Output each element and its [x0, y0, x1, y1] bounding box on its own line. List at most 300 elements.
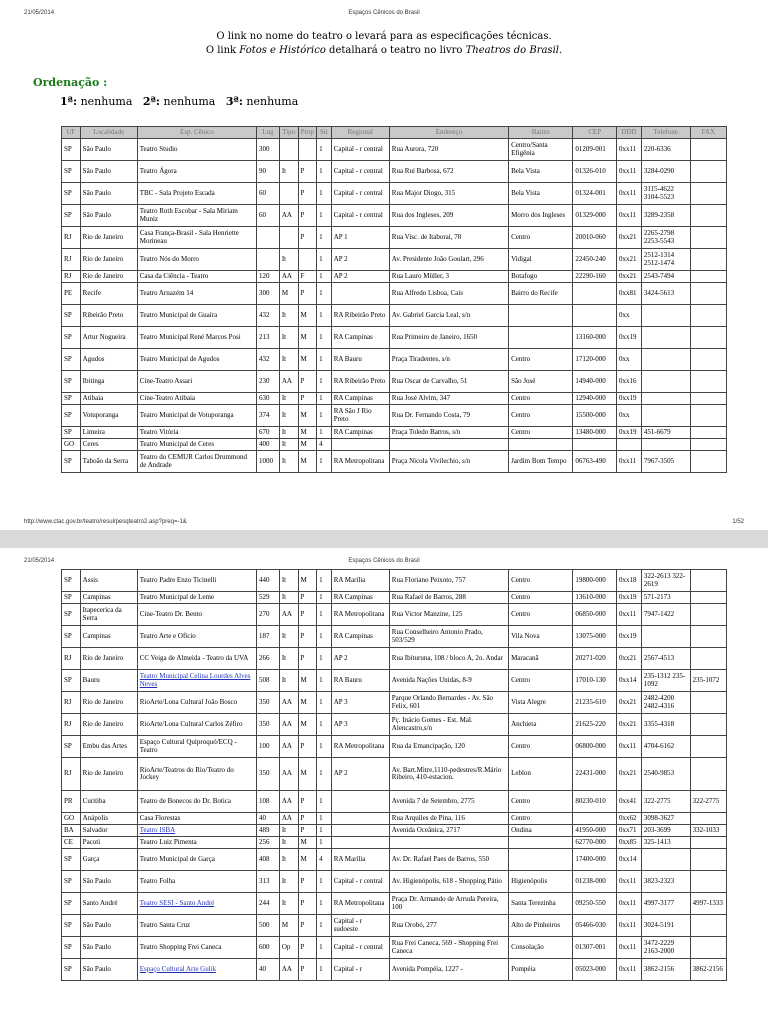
cell-telefone: 7947-1422: [641, 604, 690, 626]
cell-cep: 15500-000: [573, 405, 617, 427]
cell-lugares: 500: [257, 915, 280, 937]
cell-endereco: Rua Visc. de Itaboraí, 78: [389, 227, 508, 249]
cell-ddd: 0xx21: [616, 714, 641, 736]
cell-lugares: 670: [257, 427, 280, 439]
cell-bairro: Centro: [509, 592, 573, 604]
cell-propriedade: P: [298, 205, 317, 227]
cell-situacao: 1: [317, 227, 332, 249]
cell-espaco: Cine-Teatro Atibaia: [137, 393, 256, 405]
cell-propriedade: P: [298, 626, 317, 648]
cell-lugares: 40: [257, 813, 280, 825]
table-row: [62, 692, 727, 714]
cell-lugares: 408: [257, 849, 280, 871]
cell-bairro: Vista Alegre: [509, 692, 573, 714]
cell-bairro: Centro: [509, 736, 573, 758]
cell-tipo: It: [279, 427, 298, 439]
cell-cep: 13160-000: [573, 327, 617, 349]
cell-tipo: Op: [279, 937, 298, 959]
cell-fax: [690, 604, 726, 626]
cell-lugares: 1000: [257, 451, 280, 473]
cell-localidade: Rio de Janeiro: [80, 692, 137, 714]
cell-uf: SP: [62, 393, 81, 405]
cell-espaco: Teatro Municipal de Ceres: [137, 439, 256, 451]
cell-propriedade: M: [298, 670, 317, 692]
column-header-tipo[interactable]: Tipo: [279, 127, 298, 139]
cell-situacao: 1: [317, 327, 332, 349]
cell-fax: [690, 937, 726, 959]
column-header-propriedade[interactable]: Prop: [298, 127, 317, 139]
cell-situacao: 1: [317, 451, 332, 473]
cell-fax: 322-2775: [690, 791, 726, 813]
cell-ddd: 0xx19: [616, 393, 641, 405]
cell-cep: 01238-000: [573, 871, 617, 893]
cell-regional: [331, 813, 389, 825]
cell-endereco: Avenida Nações Unidas, 8-9: [389, 670, 508, 692]
cell-tipo: AA: [279, 604, 298, 626]
cell-telefone: 2265-2798 2253-5543: [641, 227, 690, 249]
cell-endereco: Rua Dr. Fernando Costa, 79: [389, 405, 508, 427]
cell-fax: [690, 648, 726, 670]
cell-lugares: 60: [257, 183, 280, 205]
cell-bairro: Centro: [509, 227, 573, 249]
cell-ddd: 0xx41: [616, 791, 641, 813]
table-row: [62, 791, 727, 813]
cell-lugares: 266: [257, 648, 280, 670]
cell-localidade: São Paulo: [80, 139, 137, 161]
cell-telefone: 3472-2229 2163-2000: [641, 937, 690, 959]
cell-endereco: Rua Victor Manzine, 125: [389, 604, 508, 626]
cell-telefone: 3115-4622 3104-5523: [641, 183, 690, 205]
cell-situacao: 1: [317, 871, 332, 893]
cell-situacao: 1: [317, 837, 332, 849]
cell-regional: RA Bauru: [331, 670, 389, 692]
cell-espaco: Teatro Ruth Escobar - Sala Miriam Muniz: [137, 205, 256, 227]
cell-situacao: 1: [317, 183, 332, 205]
cell-telefone: [641, 349, 690, 371]
cell-localidade: Santo André: [80, 893, 137, 915]
cell-fax: [690, 849, 726, 871]
cell-telefone: 7967-3505: [641, 451, 690, 473]
cell-endereco: Rua Oscar de Carvalho, 51: [389, 371, 508, 393]
cell-tipo: It: [279, 349, 298, 371]
cell-uf: RJ: [62, 648, 81, 670]
cell-espaco: Casa Florestas: [137, 813, 256, 825]
cell-situacao: 1: [317, 271, 332, 283]
column-header-regional[interactable]: Regional: [331, 127, 389, 139]
cell-espaco: Teatro Folha: [137, 871, 256, 893]
cell-bairro: Centro: [509, 427, 573, 439]
cell-lugares: 300: [257, 283, 280, 305]
cell-regional: RA São J Rio Preto: [331, 405, 389, 427]
cell-tipo: It: [279, 161, 298, 183]
cell-regional: [331, 283, 389, 305]
cell-fax: 235-1072: [690, 670, 726, 692]
theatre-link[interactable]: Teatro Municipal Celina Lourdes Alves Neves: [139, 672, 251, 688]
cell-tipo: It: [279, 648, 298, 670]
cell-localidade: Votuporanga: [80, 405, 137, 427]
cell-uf: SP: [62, 592, 81, 604]
cell-regional: Capital - r central: [331, 161, 389, 183]
cell-cep: [573, 283, 617, 305]
cell-tipo: AA: [279, 813, 298, 825]
cell-ddd: 0xx: [616, 305, 641, 327]
cell-endereco: Av. Higienópolis, 618 - Shopping Pátio: [389, 871, 508, 893]
cell-lugares: 529: [257, 592, 280, 604]
cell-cep: 12940-000: [573, 393, 617, 405]
cell-ddd: 0xx21: [616, 758, 641, 791]
cell-endereco: Avenida Oceânica, 2717: [389, 825, 508, 837]
cell-fax: [690, 283, 726, 305]
cell-propriedade: M: [298, 327, 317, 349]
cell-propriedade: M: [298, 692, 317, 714]
table-row: [62, 915, 727, 937]
cell-uf: SP: [62, 371, 81, 393]
cell-bairro: Centro/Santa Efigênia: [509, 139, 573, 161]
cell-espaco[interactable]: [137, 670, 256, 692]
cell-bairro: [509, 327, 573, 349]
cell-uf: GO: [62, 813, 81, 825]
cell-localidade: Artur Nogueira: [80, 327, 137, 349]
cell-espaco[interactable]: [137, 825, 256, 837]
cell-fax: [690, 692, 726, 714]
cell-localidade: Rio de Janeiro: [80, 714, 137, 736]
cell-tipo: It: [279, 393, 298, 405]
cell-ddd: 0xx11: [616, 451, 641, 473]
table-row: [62, 205, 727, 227]
cell-situacao: 1: [317, 736, 332, 758]
cell-ddd: 0xx14: [616, 670, 641, 692]
cell-fax: [690, 227, 726, 249]
cell-fax: 332-1033: [690, 825, 726, 837]
cell-telefone: 451-6679: [641, 427, 690, 439]
cell-regional: RA Ribeirão Preto: [331, 305, 389, 327]
theatres-table-page-2: [61, 569, 727, 981]
cell-lugares: 350: [257, 692, 280, 714]
table-row: [62, 959, 727, 981]
cell-endereco: Av. Dr. Rafael Paes de Barros, 550: [389, 849, 508, 871]
table-row: [62, 893, 727, 915]
cell-bairro: [509, 439, 573, 451]
cell-bairro: Centro: [509, 604, 573, 626]
cell-lugares: 270: [257, 604, 280, 626]
cell-tipo: It: [279, 871, 298, 893]
column-header-cep[interactable]: CEP: [573, 127, 617, 139]
cell-tipo: AA: [279, 959, 298, 981]
cell-propriedade: P: [298, 592, 317, 604]
cell-lugares: 230: [257, 371, 280, 393]
cell-espaco: Teatro Luiz Pimenta: [137, 837, 256, 849]
cell-propriedade: P: [298, 959, 317, 981]
cell-espaco: Teatro Santa Cruz: [137, 915, 256, 937]
cell-cep: 41950-000: [573, 825, 617, 837]
cell-endereco: Rua Frei Caneca, 569 - Shopping Frei Caneca: [389, 937, 508, 959]
column-header-localidade[interactable]: Localidade: [80, 127, 137, 139]
cell-bairro: Consolação: [509, 937, 573, 959]
cell-situacao: 1: [317, 791, 332, 813]
cell-ddd: 0xx11: [616, 604, 641, 626]
cell-endereco: Av. Bart.Mitre,1110-pedestres/R.Mário Ribeiro, 410-estacion.: [389, 758, 508, 791]
cell-localidade: São Paulo: [80, 205, 137, 227]
cell-cep: 13610-000: [573, 592, 617, 604]
cell-cep: 13480-000: [573, 427, 617, 439]
cell-ddd: 0xx11: [616, 205, 641, 227]
cell-cep: 17400-000: [573, 849, 617, 871]
cell-situacao: 1: [317, 937, 332, 959]
cell-telefone: 2512-1314 2512-1474: [641, 249, 690, 271]
cell-lugares: [257, 227, 280, 249]
cell-telefone: 2543-7494: [641, 271, 690, 283]
column-header-uf[interactable]: UF: [62, 127, 81, 139]
cell-bairro: Centro: [509, 349, 573, 371]
cell-situacao: 1: [317, 139, 332, 161]
cell-bairro: Anchieta: [509, 714, 573, 736]
cell-fax: [690, 161, 726, 183]
cell-propriedade: M: [298, 405, 317, 427]
cell-tipo: [279, 227, 298, 249]
cell-fax: [690, 205, 726, 227]
cell-cep: 01307-001: [573, 937, 617, 959]
cell-propriedade: P: [298, 371, 317, 393]
cell-uf: SP: [62, 305, 81, 327]
cell-ddd: 0xx11: [616, 959, 641, 981]
cell-uf: PR: [62, 791, 81, 813]
cell-fax: [690, 183, 726, 205]
cell-espaco: Teatro Padre Enzo Ticinelli: [137, 570, 256, 592]
cell-espaco: Casa da Ciência - Teatro: [137, 271, 256, 283]
cell-cep: 06800-000: [573, 736, 617, 758]
cell-tipo: AA: [279, 205, 298, 227]
column-header-fax[interactable]: FAX: [690, 127, 726, 139]
column-header-ddd[interactable]: DDD: [616, 127, 641, 139]
cell-endereco: Rua Floriano Peixoto, 757: [389, 570, 508, 592]
cell-ddd: 0xx19: [616, 592, 641, 604]
print-title: Espaços Cênicos do Brasil: [348, 10, 420, 16]
cell-cep: 01329-000: [573, 205, 617, 227]
cell-situacao: 1: [317, 692, 332, 714]
cell-espaco[interactable]: [137, 893, 256, 915]
cell-fax: [690, 439, 726, 451]
cell-regional: AP 2: [331, 271, 389, 283]
table-row: [62, 670, 727, 692]
cell-situacao: 1: [317, 626, 332, 648]
cell-propriedade: P: [298, 813, 317, 825]
cell-fax: [690, 915, 726, 937]
cell-endereco: Rua José Alvim, 347: [389, 393, 508, 405]
cell-propriedade: P: [298, 791, 317, 813]
cell-propriedade: P: [298, 736, 317, 758]
cell-propriedade: P: [298, 915, 317, 937]
cell-propriedade: F: [298, 271, 317, 283]
table-row: [62, 570, 727, 592]
cell-uf: SP: [62, 451, 81, 473]
cell-situacao: 4: [317, 439, 332, 451]
table-row: [62, 427, 727, 439]
cell-espaco: Teatro Studio: [137, 139, 256, 161]
cell-situacao: 1: [317, 825, 332, 837]
cell-telefone: 3424-5613: [641, 283, 690, 305]
cell-tipo: It: [279, 305, 298, 327]
column-header-lugares[interactable]: Lug: [257, 127, 280, 139]
sort-2-value[interactable]: nenhuma: [163, 95, 216, 108]
cell-telefone: 3862-2156: [641, 959, 690, 981]
cell-situacao: 1: [317, 813, 332, 825]
cell-lugares: 508: [257, 670, 280, 692]
cell-bairro: Centro: [509, 791, 573, 813]
cell-regional: AP 1: [331, 227, 389, 249]
cell-endereco: Rua Arquiles de Pina, 116: [389, 813, 508, 825]
cell-bairro: [509, 305, 573, 327]
cell-cep: 21625-220: [573, 714, 617, 736]
cell-situacao: 1: [317, 371, 332, 393]
cell-localidade: Itapecerica da Serra: [80, 604, 137, 626]
cell-regional: RA Metropolitana: [331, 736, 389, 758]
cell-uf: SP: [62, 626, 81, 648]
cell-tipo: It: [279, 825, 298, 837]
cell-espaco: Teatro Shopping Frei Caneca: [137, 937, 256, 959]
column-header-espaco[interactable]: Esp. Cênico: [137, 127, 256, 139]
table-row: [62, 626, 727, 648]
cell-situacao: 1: [317, 427, 332, 439]
cell-espaco: Teatro Municipal de Agudos: [137, 349, 256, 371]
cell-tipo: AA: [279, 791, 298, 813]
cell-tipo: It: [279, 670, 298, 692]
cell-regional: RA Campinas: [331, 427, 389, 439]
cell-ddd: 0xx19: [616, 626, 641, 648]
cell-situacao: 1: [317, 283, 332, 305]
cell-uf: RJ: [62, 271, 81, 283]
print-date: 21/05/2014: [24, 10, 55, 16]
sort-1-value[interactable]: nenhuma: [80, 95, 133, 108]
cell-endereco: [389, 439, 508, 451]
cell-fax: [690, 305, 726, 327]
cell-propriedade: M: [298, 439, 317, 451]
cell-endereco: Rua Aurora, 720: [389, 139, 508, 161]
cell-espaco[interactable]: [137, 959, 256, 981]
cell-fax: [690, 249, 726, 271]
table-row: [62, 648, 727, 670]
cell-espaco: Teatro Municipal René Marcos Posi: [137, 327, 256, 349]
cell-bairro: Jardim Bom Tempo: [509, 451, 573, 473]
table-row: [62, 249, 727, 271]
theatre-link[interactable]: Espaço Cultural Arte Gulik: [139, 964, 217, 973]
table-row: [62, 227, 727, 249]
cell-tipo: It: [279, 405, 298, 427]
cell-cep: 17010-130: [573, 670, 617, 692]
cell-regional: Capital - r central: [331, 871, 389, 893]
cell-localidade: Limeira: [80, 427, 137, 439]
cell-situacao: 1: [317, 592, 332, 604]
table-row: [62, 592, 727, 604]
cell-cep: 62770-000: [573, 837, 617, 849]
cell-regional: RA Bauru: [331, 349, 389, 371]
cell-telefone: 2540-9853: [641, 758, 690, 791]
cell-lugares: 40: [257, 959, 280, 981]
cell-telefone: 3289-2358: [641, 205, 690, 227]
cell-cep: 19800-000: [573, 570, 617, 592]
cell-propriedade: P: [298, 227, 317, 249]
cell-uf: SP: [62, 937, 81, 959]
cell-ddd: 0xx11: [616, 183, 641, 205]
cell-cep: 01209-001: [573, 139, 617, 161]
cell-regional: RA Campinas: [331, 626, 389, 648]
cell-lugares: 313: [257, 871, 280, 893]
book-title: Theatros do Brasil: [465, 45, 559, 56]
cell-localidade: São Paulo: [80, 959, 137, 981]
cell-uf: SP: [62, 427, 81, 439]
cell-localidade: São Paulo: [80, 871, 137, 893]
cell-uf: SP: [62, 139, 81, 161]
cell-situacao: 1: [317, 161, 332, 183]
sort-3-value[interactable]: nenhuma: [246, 95, 299, 108]
cell-telefone: [641, 439, 690, 451]
cell-tipo: It: [279, 451, 298, 473]
cell-lugares: 350: [257, 714, 280, 736]
cell-propriedade: P: [298, 604, 317, 626]
cell-telefone: 3823-2323: [641, 871, 690, 893]
cell-cep: 17120-000: [573, 349, 617, 371]
cell-telefone: [641, 626, 690, 648]
cell-uf: SP: [62, 570, 81, 592]
cell-telefone: 4997-3177: [641, 893, 690, 915]
cell-fax: [690, 393, 726, 405]
cell-regional: AP 2: [331, 249, 389, 271]
column-header-bairro[interactable]: Bairro: [509, 127, 573, 139]
column-header-situacao[interactable]: Sit: [317, 127, 332, 139]
cell-cep: 01324-001: [573, 183, 617, 205]
cell-telefone: 203-3699: [641, 825, 690, 837]
cell-endereco: Pç. Inácio Gomes - Est. Mal. Alencastro,s/n: [389, 714, 508, 736]
cell-tipo: M: [279, 283, 298, 305]
cell-uf: BA: [62, 825, 81, 837]
cell-fax: [690, 592, 726, 604]
cell-situacao: 1: [317, 604, 332, 626]
cell-localidade: Atibaia: [80, 393, 137, 405]
cell-tipo: It: [279, 849, 298, 871]
cell-propriedade: P: [298, 183, 317, 205]
cell-espaco: Cine-Teatro Dr. Bento: [137, 604, 256, 626]
cell-propriedade: P: [298, 283, 317, 305]
table-row: [62, 393, 727, 405]
table-row: [62, 813, 727, 825]
print-date-2: 21/05/2014: [24, 558, 55, 564]
cell-ddd: 0xx11: [616, 139, 641, 161]
cell-fax: [690, 371, 726, 393]
cell-ddd: 0xx21: [616, 648, 641, 670]
cell-propriedade: M: [298, 451, 317, 473]
cell-uf: SP: [62, 327, 81, 349]
cell-espaco: Teatro Municipal de Garça: [137, 849, 256, 871]
cell-uf: SP: [62, 915, 81, 937]
cell-situacao: 1: [317, 393, 332, 405]
cell-fax: [690, 813, 726, 825]
cell-ddd: 0xx19: [616, 327, 641, 349]
column-header-endereco[interactable]: Endereço: [389, 127, 508, 139]
cell-espaco: RioArte/Teatros do Rio/Teatro do Jockey: [137, 758, 256, 791]
cell-localidade: Campinas: [80, 592, 137, 604]
cell-localidade: São Paulo: [80, 937, 137, 959]
cell-situacao: 1: [317, 670, 332, 692]
cell-espaco: Teatro Vitória: [137, 427, 256, 439]
cell-propriedade: P: [298, 648, 317, 670]
cell-bairro: Bela Vista: [509, 183, 573, 205]
cell-regional: RA Metropolitana: [331, 893, 389, 915]
theatre-link[interactable]: Teatro SESI - Santo André: [139, 898, 215, 907]
column-header-telefone[interactable]: Telefone: [641, 127, 690, 139]
cell-uf: SP: [62, 604, 81, 626]
cell-propriedade: [298, 139, 317, 161]
cell-bairro: Leblon: [509, 758, 573, 791]
theatre-link[interactable]: Teatro ISBA: [139, 825, 176, 834]
